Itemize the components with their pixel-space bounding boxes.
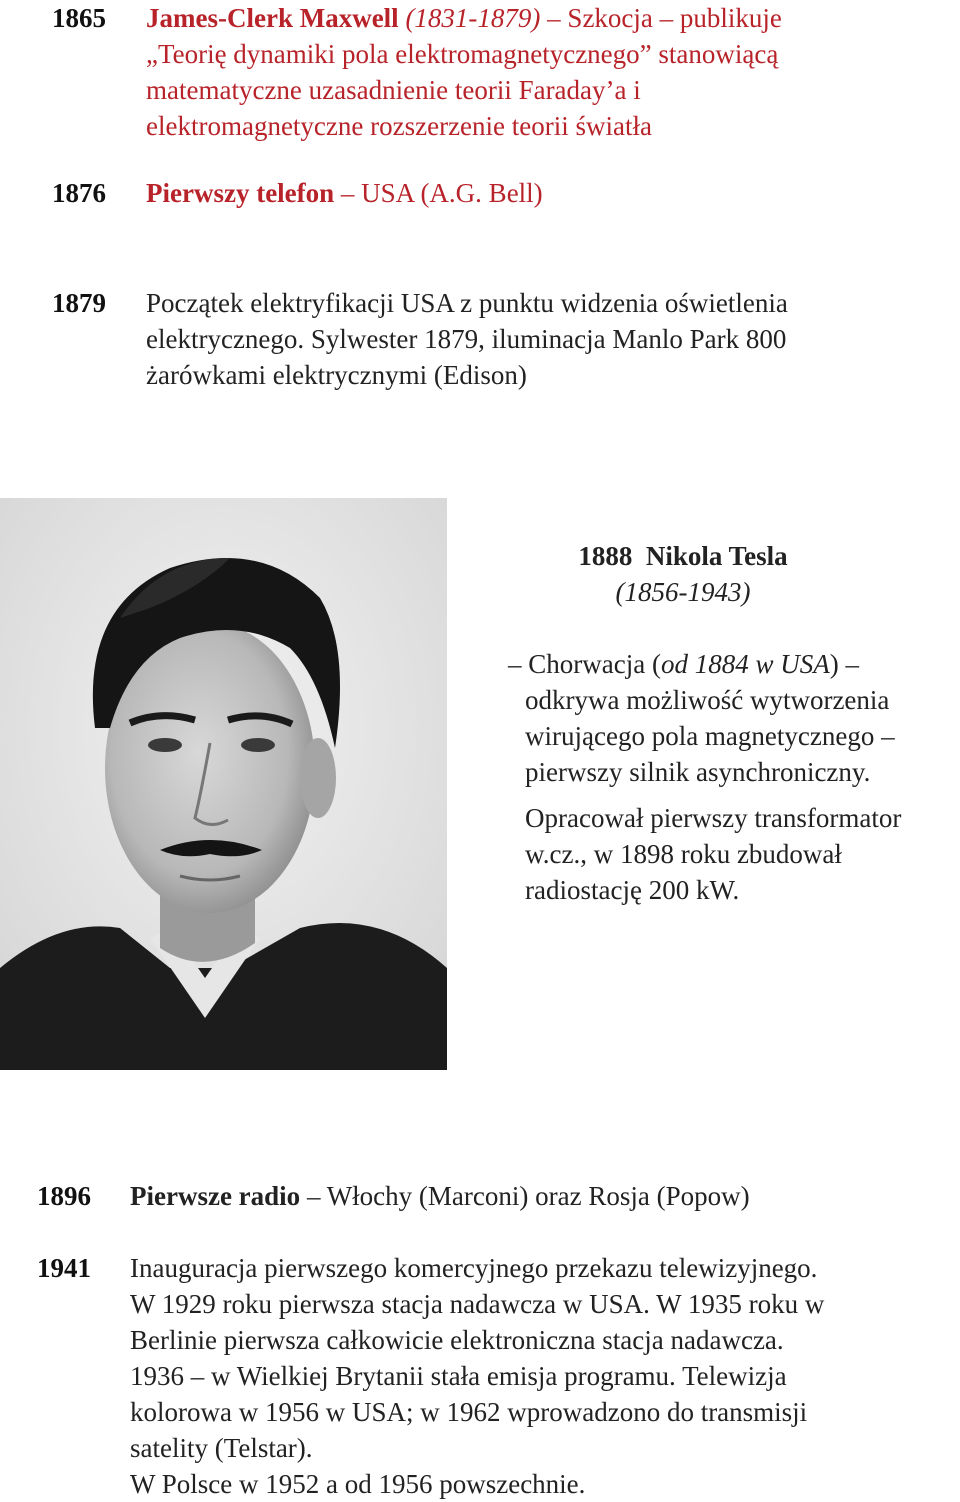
- text-line: Początek elektryfikacji USA z punktu widzenia oświetlenia: [146, 288, 788, 318]
- text-fragment: ) –: [829, 649, 859, 679]
- text-line: odkrywa możliwość wytworzenia: [525, 685, 890, 715]
- text-line: Inauguracja pierwszego komercyjnego przekazu telewizyjnego.: [130, 1253, 818, 1283]
- year-label: 1865: [52, 3, 106, 33]
- text-line: w.cz., w 1898 roku zbudował: [525, 839, 842, 869]
- person-name: James-Clerk Maxwell: [146, 3, 399, 33]
- text-line: Opracował pierwszy transformator: [525, 803, 902, 833]
- entry-title: Pierwsze radio: [130, 1181, 301, 1211]
- text-fragment: od 1884 w USA: [660, 649, 830, 679]
- person-dates: (1856-1943): [615, 577, 751, 607]
- year-label: 1896: [37, 1181, 91, 1211]
- text-fragment: – Włochy (Marconi) oraz Rosja (Popow): [300, 1181, 750, 1211]
- text-line: pierwszy silnik asynchroniczny.: [525, 757, 871, 787]
- text-line: wirującego pola magnetycznego –: [525, 721, 895, 751]
- entry-text: [130, 1178, 935, 1214]
- person-dates: (1831-1879): [405, 3, 541, 33]
- text-line: W 1929 roku pierwsza stacja nadawcza w USA. W 1935 roku w: [130, 1289, 825, 1319]
- year-label: 1879: [52, 288, 106, 318]
- text-line: żarówkami elektrycznymi (Edison): [146, 360, 527, 390]
- entry-title: Pierwszy telefon: [146, 178, 335, 208]
- entry-text: [146, 285, 936, 393]
- entry-text: [146, 0, 937, 144]
- text-line: W Polsce w 1952 a od 1956 powszechnie.: [130, 1469, 586, 1499]
- text-line: elektromagnetyczne rozszerzenie teorii światła: [146, 111, 652, 141]
- text-line: kolorowa w 1956 w USA; w 1962 wprowadzono do transmisji: [130, 1397, 808, 1427]
- year-label: 1876: [52, 178, 106, 208]
- person-name: Nikola Tesla: [645, 541, 788, 571]
- portrait-photo: [0, 498, 447, 1070]
- entry-text: [146, 175, 936, 211]
- text-fragment: – Chorwacja (: [508, 649, 661, 679]
- text-line: matematyczne uzasadnienie teorii Faraday’a i: [146, 75, 641, 105]
- text-line: radiostację 200 kW.: [525, 875, 740, 905]
- tesla-heading: [508, 538, 858, 574]
- text-line: [146, 0, 937, 36]
- text-fragment: – USA (A.G. Bell): [334, 178, 543, 208]
- entry-1888: [508, 538, 960, 908]
- year-label: 1888: [578, 541, 633, 571]
- text-line: [508, 646, 960, 682]
- year-label: 1941: [37, 1253, 91, 1283]
- text-line: elektrycznego. Sylwester 1879, iluminacja Manlo Park 800: [146, 324, 787, 354]
- text-line: Berlinie pierwsza całkowicie elektroniczna stacja nadawcza.: [130, 1325, 784, 1355]
- text-line: satelity (Telstar).: [130, 1433, 313, 1463]
- text-fragment: – Szkocja – publikuje: [540, 3, 782, 33]
- entry-text: [130, 1250, 937, 1502]
- text-line: „Teorię dynamiki pola elektromagnetycznego” stanowiącą: [146, 39, 779, 69]
- text-line: 1936 – w Wielkiej Brytanii stała emisja programu. Telewizja: [130, 1361, 787, 1391]
